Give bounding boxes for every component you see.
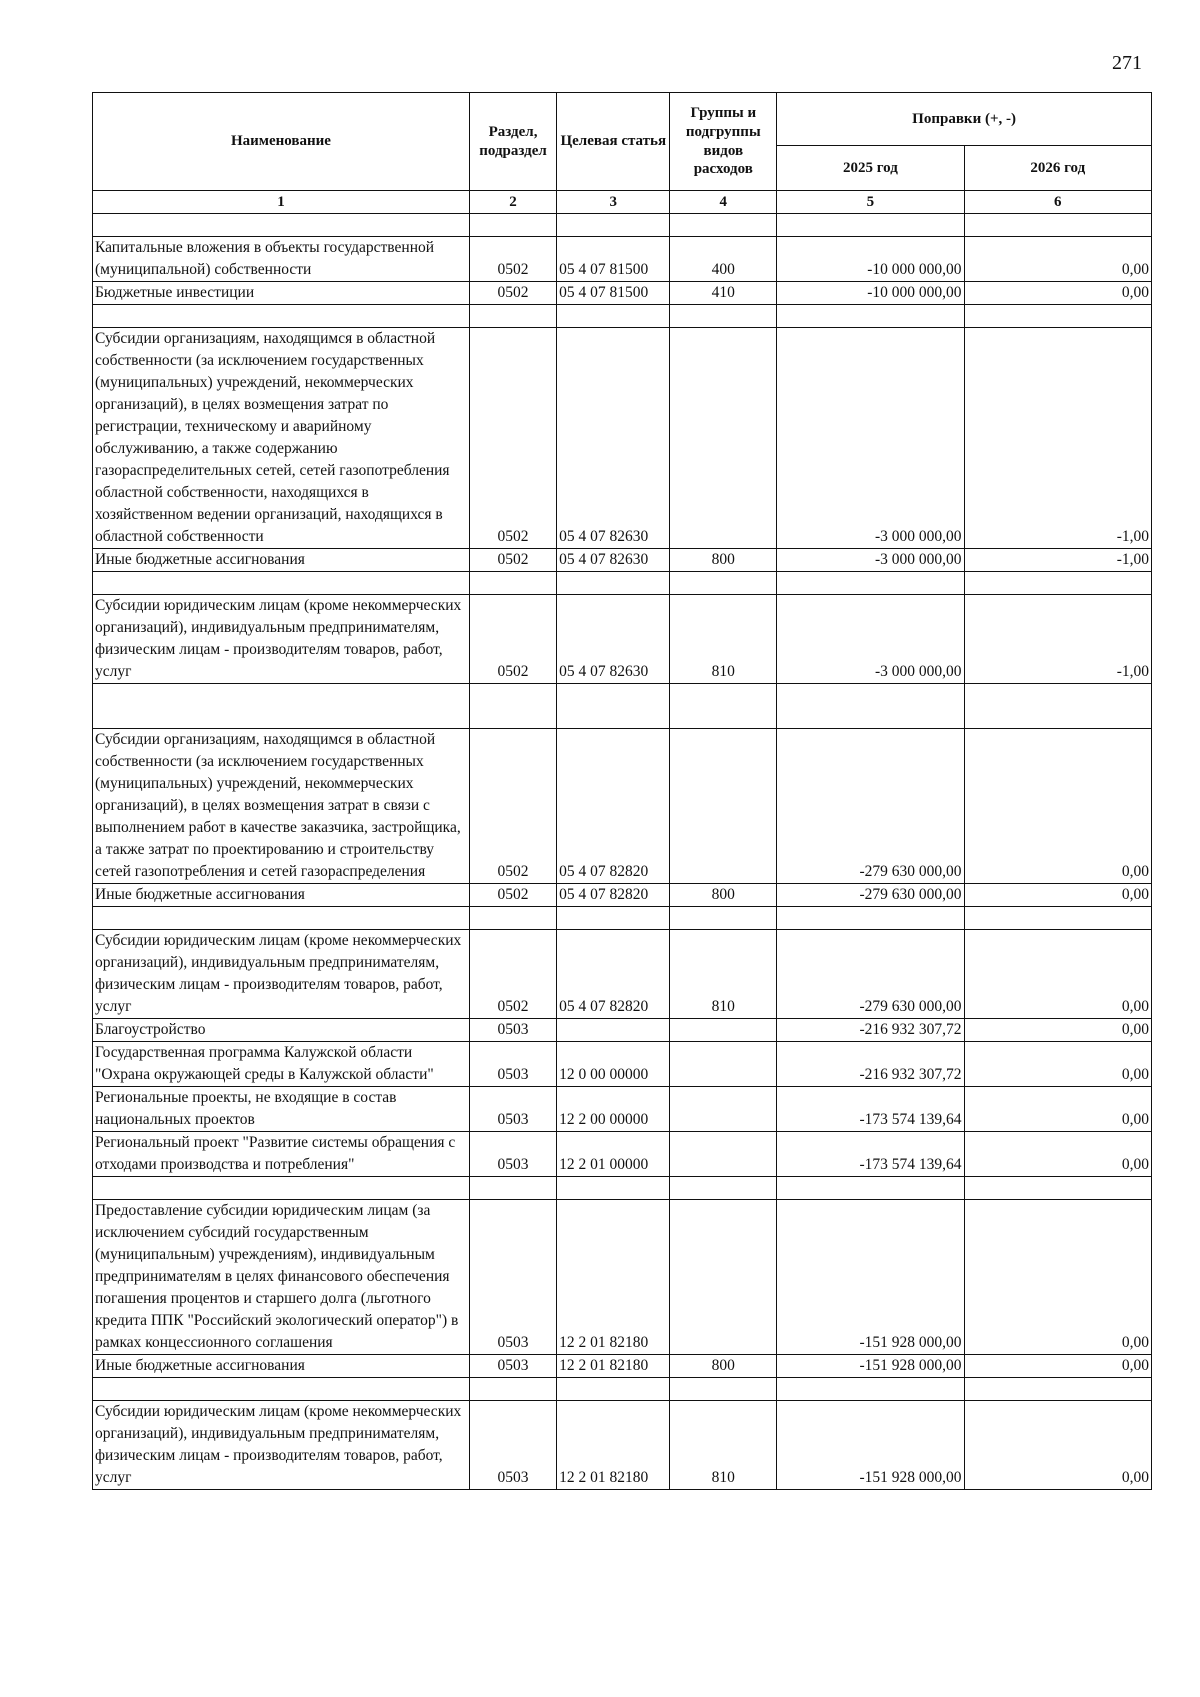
col-num-2: 2 <box>469 191 556 214</box>
row-amount-2025: -151 928 000,00 <box>777 1401 964 1490</box>
spacer-row <box>93 1378 1152 1401</box>
spacer-cell <box>670 305 777 328</box>
spacer-cell <box>557 214 670 237</box>
row-name: Субсидии юридическим лицам (кроме некоммерческих организаций), индивидуальным предпринимателям, физическим лицам - производителям товаров, работ, услуг <box>93 595 470 684</box>
spacer-cell <box>557 305 670 328</box>
spacer-cell <box>964 684 1151 707</box>
row-amount-2026: 0,00 <box>964 1355 1151 1378</box>
row-amount-2026: 0,00 <box>964 1132 1151 1177</box>
spacer-cell <box>469 907 556 930</box>
spacer-cell <box>964 214 1151 237</box>
table-row <box>93 930 1152 1019</box>
spacer-cell <box>964 907 1151 930</box>
spacer-cell <box>964 572 1151 595</box>
spacer-row <box>93 305 1152 328</box>
row-group <box>670 1042 777 1087</box>
row-article: 12 2 01 82180 <box>557 1401 670 1490</box>
spacer-cell <box>93 305 470 328</box>
row-section: 0502 <box>469 549 556 572</box>
header-year-2026: 2026 год <box>964 146 1151 191</box>
spacer-cell <box>469 305 556 328</box>
row-amount-2026: 0,00 <box>964 282 1151 305</box>
row-article: 05 4 07 82630 <box>557 549 670 572</box>
spacer-cell <box>777 907 964 930</box>
row-name: Капитальные вложения в объекты государственной (муниципальной) собственности <box>93 237 470 282</box>
row-amount-2025: -151 928 000,00 <box>777 1200 964 1355</box>
table-row <box>93 595 1152 684</box>
row-amount-2026: 0,00 <box>964 1200 1151 1355</box>
spacer-row <box>93 684 1152 707</box>
row-amount-2026: -1,00 <box>964 549 1151 572</box>
table-row <box>93 1401 1152 1490</box>
spacer-row <box>93 907 1152 930</box>
spacer-cell <box>670 1177 777 1200</box>
row-name: Иные бюджетные ассигнования <box>93 1355 470 1378</box>
col-num-4: 4 <box>670 191 777 214</box>
spacer-cell <box>670 684 777 707</box>
spacer-cell <box>469 572 556 595</box>
row-section: 0502 <box>469 930 556 1019</box>
row-section: 0503 <box>469 1087 556 1132</box>
page-number: 271 <box>1112 52 1142 74</box>
header-section: Раздел, подраздел <box>469 93 556 191</box>
spacer-cell <box>964 1378 1151 1401</box>
row-amount-2025: -10 000 000,00 <box>777 282 964 305</box>
spacer-cell <box>964 305 1151 328</box>
row-group <box>670 328 777 549</box>
row-amount-2025: -216 932 307,72 <box>777 1019 964 1042</box>
spacer-cell <box>93 706 470 729</box>
row-name: Предоставление субсидии юридическим лицам (за исключением субсидий государственным (муниципальным) учреждениям), индивидуальным предпринимателям в целях финансового обеспечения погашения процентов и старшего долга (льготного кредита ППК "Российский экологический оператор") в рамках концессионного соглашения <box>93 1200 470 1355</box>
row-name: Иные бюджетные ассигнования <box>93 884 470 907</box>
spacer-cell <box>469 706 556 729</box>
spacer-cell <box>557 1177 670 1200</box>
row-group <box>670 1019 777 1042</box>
row-amount-2026: 0,00 <box>964 1042 1151 1087</box>
row-group: 800 <box>670 884 777 907</box>
row-article: 12 2 01 82180 <box>557 1355 670 1378</box>
spacer-cell <box>777 706 964 729</box>
spacer-cell <box>469 1378 556 1401</box>
spacer-cell <box>469 1177 556 1200</box>
row-amount-2025: -151 928 000,00 <box>777 1355 964 1378</box>
row-name: Региональные проекты, не входящие в состав национальных проектов <box>93 1087 470 1132</box>
spacer-cell <box>670 1378 777 1401</box>
row-section: 0502 <box>469 729 556 884</box>
spacer-cell <box>964 706 1151 729</box>
row-group: 400 <box>670 237 777 282</box>
header-groups: Группы и подгруппы видов расходов <box>670 93 777 191</box>
row-name: Региональный проект "Развитие системы обращения с отходами производства и потребления" <box>93 1132 470 1177</box>
spacer-cell <box>670 907 777 930</box>
spacer-cell <box>777 572 964 595</box>
table-body <box>93 214 1152 1490</box>
row-amount-2026: 0,00 <box>964 1087 1151 1132</box>
spacer-cell <box>93 214 470 237</box>
spacer-cell <box>469 214 556 237</box>
row-article: 05 4 07 82630 <box>557 595 670 684</box>
row-name: Государственная программа Калужской области "Охрана окружающей среды в Калужской области" <box>93 1042 470 1087</box>
spacer-row <box>93 214 1152 237</box>
table-row <box>93 1042 1152 1087</box>
row-name: Субсидии юридическим лицам (кроме некоммерческих организаций), индивидуальным предпринимателям, физическим лицам - производителям товаров, работ, услуг <box>93 1401 470 1490</box>
row-section: 0503 <box>469 1200 556 1355</box>
row-group: 800 <box>670 549 777 572</box>
row-article: 05 4 07 81500 <box>557 282 670 305</box>
row-article: 05 4 07 82820 <box>557 930 670 1019</box>
header-year-2025: 2025 год <box>777 146 964 191</box>
row-amount-2025: -3 000 000,00 <box>777 328 964 549</box>
header-amendments: Поправки (+, -) <box>777 93 1152 146</box>
table-row <box>93 884 1152 907</box>
row-name: Бюджетные инвестиции <box>93 282 470 305</box>
spacer-row <box>93 706 1152 729</box>
col-num-3: 3 <box>557 191 670 214</box>
spacer-cell <box>93 1177 470 1200</box>
row-amount-2025: -279 630 000,00 <box>777 729 964 884</box>
header-article: Целевая статья <box>557 93 670 191</box>
header-name: Наименование <box>93 93 470 191</box>
spacer-cell <box>469 684 556 707</box>
spacer-cell <box>93 572 470 595</box>
row-group: 410 <box>670 282 777 305</box>
spacer-cell <box>557 907 670 930</box>
row-section: 0503 <box>469 1019 556 1042</box>
row-amount-2025: -279 630 000,00 <box>777 884 964 907</box>
spacer-cell <box>964 1177 1151 1200</box>
table-row <box>93 549 1152 572</box>
spacer-cell <box>777 684 964 707</box>
row-article: 05 4 07 82820 <box>557 884 670 907</box>
table-row <box>93 1087 1152 1132</box>
row-article: 12 2 00 00000 <box>557 1087 670 1132</box>
row-amount-2026: 0,00 <box>964 930 1151 1019</box>
spacer-cell <box>93 1378 470 1401</box>
spacer-row <box>93 572 1152 595</box>
table-row <box>93 1355 1152 1378</box>
row-group <box>670 1087 777 1132</box>
col-num-5: 5 <box>777 191 964 214</box>
spacer-cell <box>777 1177 964 1200</box>
col-num-6: 6 <box>964 191 1151 214</box>
row-section: 0503 <box>469 1355 556 1378</box>
row-article <box>557 1019 670 1042</box>
spacer-cell <box>557 1378 670 1401</box>
table-row <box>93 1019 1152 1042</box>
spacer-cell <box>670 706 777 729</box>
spacer-cell <box>777 1378 964 1401</box>
row-section: 0503 <box>469 1042 556 1087</box>
row-group <box>670 1200 777 1355</box>
row-name: Благоустройство <box>93 1019 470 1042</box>
row-group <box>670 729 777 884</box>
spacer-cell <box>670 572 777 595</box>
row-article: 05 4 07 82820 <box>557 729 670 884</box>
row-name: Субсидии организациям, находящимся в областной собственности (за исключением государственных (муниципальных) учреждений, некоммерческих организаций), в целях возмещения затрат по регистрации, техническому и аварийному обслуживанию, а также содержанию газораспределительных сетей, сетей газопотребления областной собственности, находящихся в хозяйственном ведении организаций, находящихся в областной собственности <box>93 328 470 549</box>
spacer-cell <box>93 907 470 930</box>
row-amount-2025: -3 000 000,00 <box>777 549 964 572</box>
spacer-cell <box>670 214 777 237</box>
row-section: 0503 <box>469 1132 556 1177</box>
spacer-row <box>93 1177 1152 1200</box>
col-num-1: 1 <box>93 191 470 214</box>
row-article: 12 2 01 82180 <box>557 1200 670 1355</box>
row-name: Субсидии юридическим лицам (кроме некоммерческих организаций), индивидуальным предпринимателям, физическим лицам - производителям товаров, работ, услуг <box>93 930 470 1019</box>
table-row <box>93 282 1152 305</box>
row-name: Иные бюджетные ассигнования <box>93 549 470 572</box>
row-group: 800 <box>670 1355 777 1378</box>
row-amount-2025: -3 000 000,00 <box>777 595 964 684</box>
table-row <box>93 237 1152 282</box>
row-amount-2026: -1,00 <box>964 595 1151 684</box>
spacer-cell <box>777 214 964 237</box>
row-group: 810 <box>670 595 777 684</box>
row-amount-2025: -173 574 139,64 <box>777 1132 964 1177</box>
row-amount-2026: 0,00 <box>964 1401 1151 1490</box>
spacer-cell <box>557 706 670 729</box>
row-group: 810 <box>670 1401 777 1490</box>
table-row <box>93 328 1152 549</box>
table-row <box>93 1132 1152 1177</box>
spacer-cell <box>777 305 964 328</box>
budget-table <box>92 92 1152 1490</box>
row-amount-2025: -216 932 307,72 <box>777 1042 964 1087</box>
row-amount-2026: 0,00 <box>964 729 1151 884</box>
row-article: 12 0 00 00000 <box>557 1042 670 1087</box>
row-section: 0502 <box>469 328 556 549</box>
table-row <box>93 729 1152 884</box>
table-row <box>93 1200 1152 1355</box>
spacer-cell <box>557 572 670 595</box>
row-amount-2025: -173 574 139,64 <box>777 1087 964 1132</box>
row-article: 12 2 01 00000 <box>557 1132 670 1177</box>
row-amount-2026: -1,00 <box>964 328 1151 549</box>
spacer-cell <box>557 684 670 707</box>
row-section: 0502 <box>469 595 556 684</box>
spacer-cell <box>93 684 470 707</box>
row-amount-2026: 0,00 <box>964 884 1151 907</box>
row-amount-2025: -10 000 000,00 <box>777 237 964 282</box>
row-group <box>670 1132 777 1177</box>
row-section: 0502 <box>469 237 556 282</box>
row-article: 05 4 07 81500 <box>557 237 670 282</box>
row-amount-2026: 0,00 <box>964 237 1151 282</box>
row-section: 0502 <box>469 282 556 305</box>
row-amount-2026: 0,00 <box>964 1019 1151 1042</box>
row-amount-2025: -279 630 000,00 <box>777 930 964 1019</box>
row-name: Субсидии организациям, находящимся в областной собственности (за исключением государственных (муниципальных) учреждений, некоммерческих организаций), в целях возмещения затрат в связи с выполнением работ в качестве заказчика, застройщика, а также затрат по проектированию и строительству сетей газопотребления и сетей газораспределения <box>93 729 470 884</box>
row-section: 0502 <box>469 884 556 907</box>
row-group: 810 <box>670 930 777 1019</box>
row-section: 0503 <box>469 1401 556 1490</box>
row-article: 05 4 07 82630 <box>557 328 670 549</box>
